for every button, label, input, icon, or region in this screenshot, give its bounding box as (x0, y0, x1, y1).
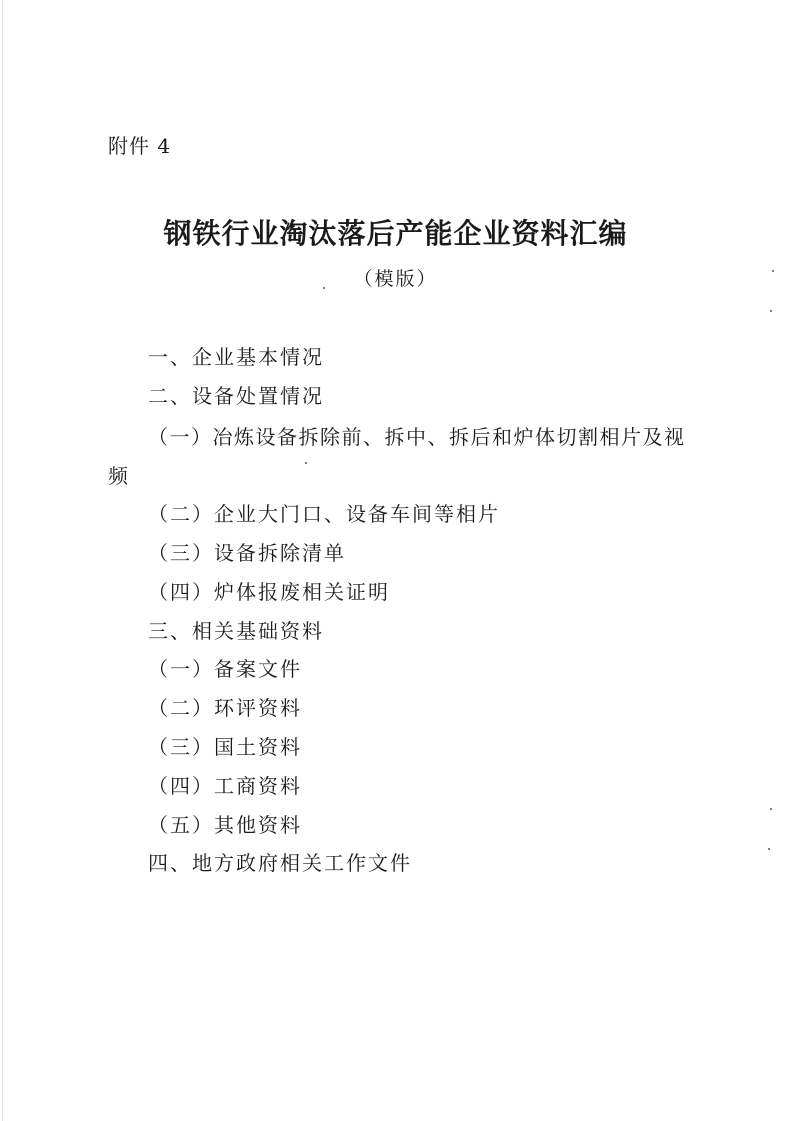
outline-item: 频 (108, 464, 130, 488)
page-title: 钢铁行业淘汰落后产能企业资料汇编 (163, 217, 628, 250)
outline-item: 三、相关基础资料 (148, 619, 324, 643)
outline-item: 二、设备处置情况 (148, 384, 324, 408)
scan-speck (323, 287, 325, 289)
outline-item: （一）备案文件 (148, 657, 302, 681)
attachment-label: 附件 4 (108, 134, 172, 158)
scan-speck (305, 462, 307, 464)
outline-item: （一）冶炼设备拆除前、拆中、拆后和炉体切割相片及视 (148, 425, 686, 449)
outline-item: 四、地方政府相关工作文件 (148, 851, 412, 875)
scan-speck (768, 848, 770, 850)
scan-speck (770, 808, 772, 810)
outline-item: （二）企业大门口、设备车间等相片 (148, 502, 500, 526)
outline-item: （三）设备拆除清单 (148, 541, 346, 565)
outline-item: （四）炉体报废相关证明 (148, 580, 390, 604)
outline-item: 一、企业基本情况 (148, 345, 324, 369)
scan-speck (770, 310, 772, 312)
page-subtitle: （模版） (353, 268, 438, 290)
outline-item: （三）国土资料 (148, 735, 302, 759)
outline-item: （五）其他资料 (148, 813, 302, 837)
outline-item: （四）工商资料 (148, 774, 302, 798)
scan-speck (772, 270, 774, 272)
outline-item: （二）环评资料 (148, 696, 302, 720)
